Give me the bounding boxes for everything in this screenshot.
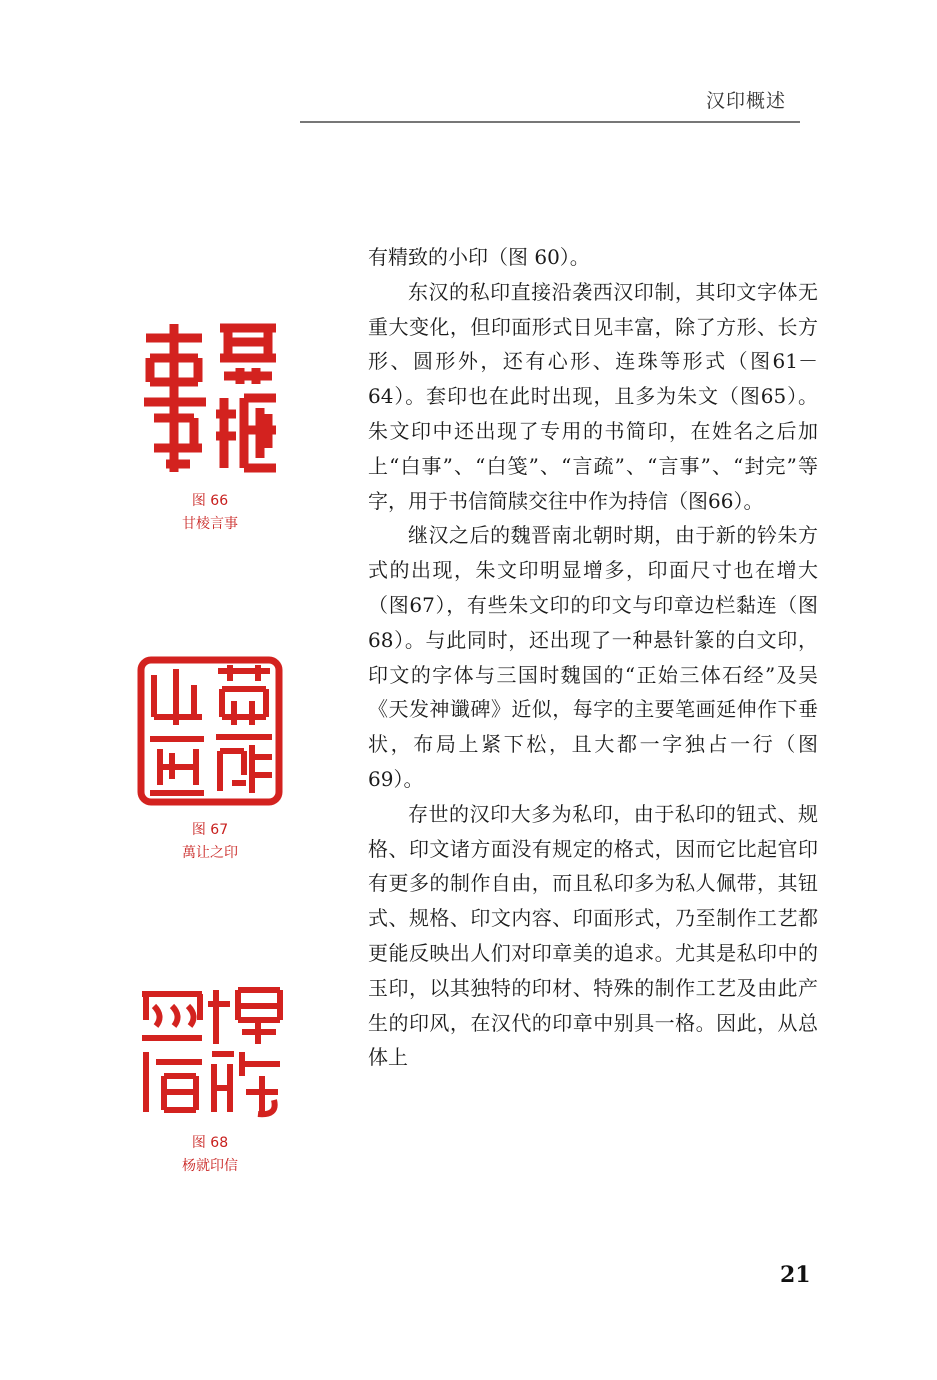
figure-66-title: 甘棱言事 (182, 516, 238, 532)
figure-68 (110, 980, 310, 1178)
figure-68-title: 杨就印信 (182, 1158, 238, 1174)
paragraph-2: 东汉的私印直接沿袭西汉印制，其印文字体无重大变化，但印面形式日见丰富，除了方形、长方形、圆形外，还有心形、连珠等形式（图61－64）。套印也在此时出现，且多为朱文（图65）。朱文印中还出现了专用的书简印，在姓名之后加上“白事”、“白笺”、“言疏”、“言事”、“封完”等字，用于书信简牍交往中作为持信（图66）。 (368, 279, 818, 513)
figure-68-number: 图 68 (191, 1135, 229, 1151)
figure-66-number: 图 66 (191, 493, 229, 509)
figure-67-title: 萬让之印 (182, 845, 238, 861)
paragraph-4: 存世的汉印大多为私印，由于私印的钮式、规格、印文诸方面没有规定的格式，因而它比起官印有更多的制作自由，而且私印多为私人佩带，其钮式、规格、印文内容、印面形式，乃至制作工艺都更能反映出人们对印章美的追求。尤其是私印中的玉印，以其独特的印材、特殊的制作工艺及由此产生的印风，在汉代的印章中别具一格。因此，从总体上 (368, 801, 818, 1070)
header-rule (300, 121, 800, 123)
seal-66-image (136, 318, 284, 478)
page-number: 21 (780, 1262, 811, 1288)
figure-66 (110, 318, 310, 536)
body-text (368, 240, 818, 1075)
paragraph-1: 有精致的小印（图 60）。 (368, 245, 590, 269)
seal-68-image (134, 980, 286, 1120)
figure-67-number: 图 67 (191, 822, 229, 838)
running-head: 汉印概述 (706, 90, 787, 112)
paragraph-3: 继汉之后的魏晋南北朝时期，由于新的钤朱方式的出现，朱文印明显增多，印面尺寸也在增大（图67），有些朱文印的印文与印章边栏黏连（图68）。与此同时，还出现了一种悬针篆的白文印，印文的字体与三国时魏国的“正始三体石经”及吴《天发神谶碑》近似，每字的主要笔画延伸作下垂状，布局上紧下松，且大都一字独占一行（图69）。 (368, 523, 818, 791)
seal-67-image (136, 655, 284, 807)
figure-67 (110, 655, 310, 865)
